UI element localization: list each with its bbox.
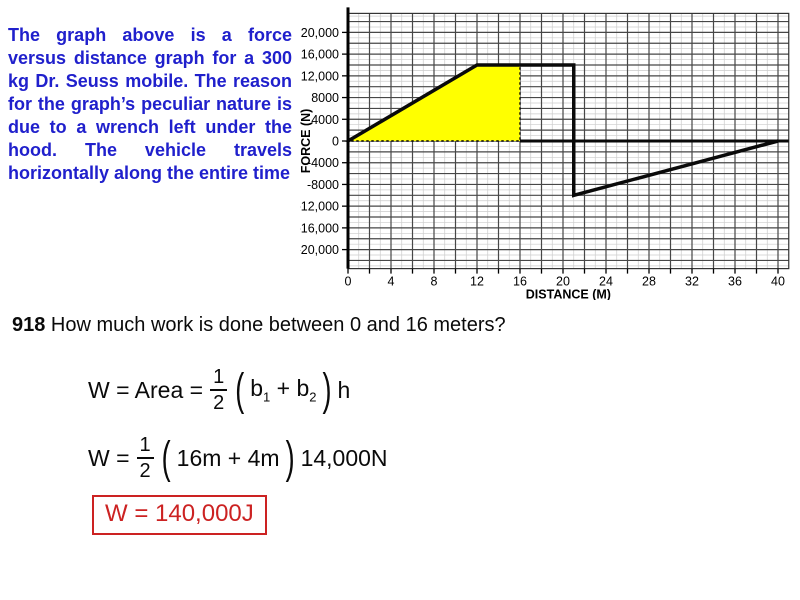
eq1-bases-term: $b_1 + b_2$ [250,375,317,405]
svg-text:8000: 8000 [311,91,339,106]
svg-text:20,000: 20,000 [300,25,339,40]
eq1-plus: + [270,375,297,402]
eq1-height-term: h [337,376,351,403]
equation-work-substitution [88,429,388,487]
eq1-fraction-denominator: 2 [213,392,225,414]
svg-text:DISTANCE (M): DISTANCE (M) [525,287,611,300]
question-line [12,314,506,337]
svg-text:28: 28 [642,274,656,289]
question-number: 918 [12,314,46,336]
eq2-lhs: W = [88,444,130,471]
eq1-open-paren: ( [235,364,245,414]
eq1-b2-subscript: 2 [309,389,317,405]
svg-text:12: 12 [470,274,484,289]
svg-text:16,000: 16,000 [300,47,339,62]
svg-text:-20,000: -20,000 [300,243,339,258]
svg-text:0: 0 [344,274,352,289]
svg-text:-12,000: -12,000 [300,199,339,214]
svg-text:8: 8 [430,274,438,289]
eq2-force-value: 14,000N [300,444,388,471]
eq2-fraction [137,435,154,481]
eq1-close-paren: ) [322,364,332,414]
svg-text:-16,000: -16,000 [300,221,339,236]
svg-text:-4000: -4000 [307,156,339,171]
svg-text:20: 20 [556,274,570,289]
answer-box [92,495,267,535]
eq1-b1-subscript: 1 [262,389,271,405]
svg-text:4000: 4000 [311,112,339,127]
svg-text:24: 24 [599,274,613,289]
force-distance-graph-svg [300,0,796,300]
equation-work-area-formula [88,361,350,419]
eq2-close-paren: ) [285,432,295,482]
description-paragraph: The graph above is a force versus distance graph for a 300 kg Dr. Seuss mobile. The reason for the graph’s peculiar nature is due to a wrench left under the hood. The vehicle travels horizontally along the entire time [8,25,292,183]
svg-text:32: 32 [685,274,699,289]
eq2-open-paren: ( [161,432,171,482]
eq1-lhs: W = Area = [88,376,204,403]
svg-text:36: 36 [728,274,742,289]
eq1-fraction [210,367,227,413]
svg-text:16: 16 [513,274,527,289]
eq2-bases-values: 16m + 4m [176,444,280,471]
answer-text: W = 140,000J [105,500,254,527]
svg-text:-8000: -8000 [307,177,339,192]
eq1-fraction-numerator: 1 [210,367,227,391]
svg-text:12,000: 12,000 [300,69,339,84]
force-distance-chart [300,0,796,300]
svg-text:4: 4 [387,274,395,289]
svg-text:40: 40 [771,274,785,289]
eq2-fraction-denominator: 2 [139,460,151,482]
svg-text:FORCE (N): FORCE (N) [300,108,313,174]
question-text: How much work is done between 0 and 16 meters? [45,314,506,336]
svg-text:0: 0 [332,134,339,149]
eq2-fraction-numerator: 1 [137,435,154,459]
